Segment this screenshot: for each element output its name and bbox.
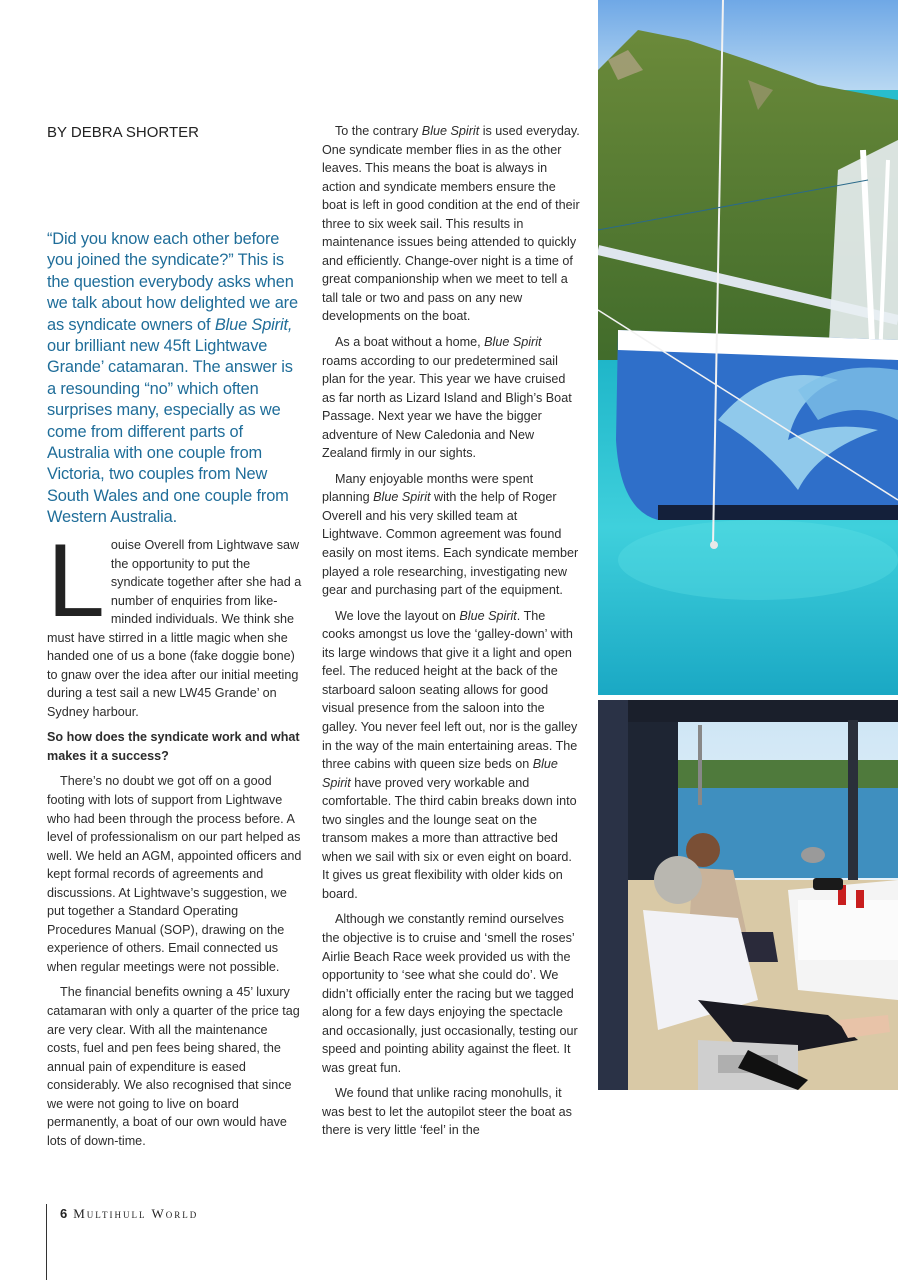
boat-name: Blue Spirit	[459, 608, 517, 623]
footer-rule	[46, 1204, 47, 1280]
drop-cap: L	[47, 523, 105, 639]
intro-text: ouise Overell from Lightwave saw the opportunity to put the syndicate together after she had a number of enquiries from like-minded individuals. We think she must have stirred in a little magic when she handed one of us a bone (fake doggie bone) to gnaw over the idea after our initial meeting during a test sail a new LW45 Grande’ on Sydney harbour.	[47, 538, 302, 719]
paragraph: There’s no doubt we got off on a good footing with lots of support from Lightwave who had been through the process before. A level of professionalism on our part helped as well. We held an AGM, appointed officers and kept formal records of agreements and discussions. At Lightwave’s suggestion, we put together a Standard Operating Procedures Manual (SOP), drawing on the experience of others. Email connected us when regular meetings were not possible.	[47, 774, 302, 974]
article-column-1	[47, 523, 303, 1157]
byline: BY DEBRA SHORTER	[47, 124, 199, 141]
page-number: 6	[60, 1206, 68, 1221]
boat-name: Blue Spirit	[322, 757, 558, 790]
paragraph: To the contrary Blue Spirit is used everyday. One syndicate member flies in as the other leaves. This means the boat is always in action and syndicate members ensure the boat is left in good condition at the end of their three to six week sail. This results in maintenance issues being attended to quickly and efficiently. Change-over night is a time of great companionship when we meet to tell a tall tale or two and pass on any new developments on the boat.	[322, 124, 580, 324]
paragraph: We found that unlike racing monohulls, it was best to let the autopilot steer the boat as there is very little ‘feel’ in the	[322, 1086, 572, 1138]
pull-quote-text-1: “Did you know each other before you joined the syndicate?” This is the question everybody asks when we talk about how delighted we are as syndicate owners of	[47, 230, 298, 334]
boat-name: Blue Spirit	[373, 490, 431, 505]
paragraph: Many enjoyable months were spent planning Blue Spirit with the help of Roger Overell and his very skilled team at Lightwave. Common agreement was found easily on most items. Each syndicate member played a role researching, investigating new gear and purchasing part of the equipment.	[322, 471, 579, 598]
page-footer	[60, 1206, 198, 1222]
intro-paragraph	[47, 523, 303, 721]
paragraph: The financial benefits owning a 45’ luxury catamaran with only a quarter of the price tag are very clear. With all the maintenance costs, fuel and pen fees being shared, the annual pain of expenditure is eased considerably. We also recognised that since we were not going to live on board permanently, a boat of our own would have lots of down-time.	[47, 985, 300, 1148]
catamaran-hull-photo	[598, 0, 898, 695]
pull-quote	[47, 229, 302, 529]
paragraph: We love the layout on Blue Spirit. The cooks amongst us love the ‘galley-down’ with its large windows that give it a light and open feel. The reduced height at the back of the starboard saloon seating allows for good visual presence from the saloon into the galley. You never feel left out, nor is the galley in the way of the main entertaining areas. The three cabins with queen size beds on Blue Spirit have proved very workable and comfortable. The third cabin breaks down into two singles and the lounge seat on the transom makes a more than attractive bed when we sail with six or even eight on board. It gives us great flexibility with older kids on board.	[322, 608, 578, 901]
paragraph: As a boat without a home, Blue Spirit roams according to our predetermined sail plan for the year. This year we have cruised as far north as Lizard Island and Bligh’s Boat Passage. Next year we have the bigger adventure of New Caledonia and New Zealand firmly in our sights.	[322, 335, 572, 461]
paragraph: Although we constantly remind ourselves the objective is to cruise and ‘smell the roses’ Airlie Beach Race week provided us with the opportunity to ‘see what she could do’. We didn’t officially enter the racing but we tagged along for a few days enjoying the spectacle and occasionally, just occasionally, testing our speed and pointing ability against the fleet. It was great fun.	[322, 912, 578, 1075]
boat-name: Blue Spirit	[484, 335, 542, 350]
boat-name: Blue Spirit	[421, 124, 480, 138]
article-column-2	[322, 122, 580, 1147]
saloon-people-photo	[598, 700, 898, 1090]
pull-quote-text-2: our brilliant new 45ft Lightwave Grande’ catamaran. The answer is a resounding “no” which often surprises many, especially as we come from different parts of Australia with one couple from Victoria, two couples from New South Wales and one couple from Western Australia.	[47, 337, 293, 527]
subheading: So how does the syndicate work and what makes it a success?	[47, 730, 300, 763]
pull-quote-boat-name: Blue Spirit,	[214, 315, 293, 334]
magazine-name: Multihull World	[73, 1206, 199, 1221]
